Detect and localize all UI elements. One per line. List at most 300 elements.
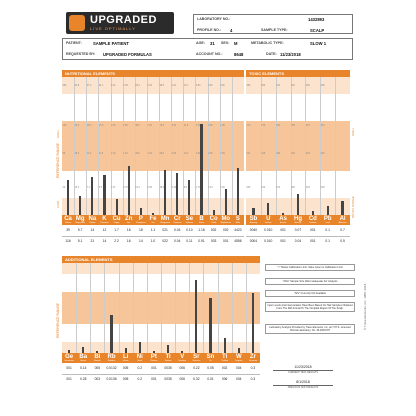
range-tick-label: 38.5 — [159, 187, 165, 190]
element-name: Strontium — [192, 360, 201, 363]
element-name: Nickel — [137, 360, 143, 363]
range-tick-label: 070 — [261, 125, 266, 128]
element-name: Germanium — [64, 360, 74, 363]
metabolic-type: SLOW 1 — [310, 40, 327, 46]
element-symbol: Rb — [107, 354, 116, 360]
current-test-date: 11/23/2018 — [294, 365, 312, 369]
range-tick-label: 3.01 — [111, 85, 116, 88]
sex: M — [234, 40, 238, 46]
element-symbol: Pb — [323, 216, 332, 222]
range-tick-label: 021 — [291, 85, 295, 88]
range-tick-label: 2.60 — [208, 152, 213, 155]
range-tick-label: 5.53 — [195, 85, 201, 88]
current-value: 0.22 — [193, 366, 200, 370]
brand-logo — [66, 12, 174, 34]
range-tick-label: 3.01 — [195, 152, 201, 155]
current-value: 0.05 — [207, 366, 214, 370]
previous-value: 2.2 — [114, 239, 119, 243]
previous-value: 0.010 — [264, 239, 273, 243]
element-symbol: Li — [122, 354, 129, 360]
current-value: 0.14 — [80, 366, 87, 370]
element-symbol: As — [279, 216, 287, 222]
result-bar — [237, 168, 239, 215]
range-tick-label: 003 — [305, 152, 310, 155]
nutritional-chart — [62, 77, 244, 215]
metabolic-type-label: METABOLIC TYPE: — [251, 41, 284, 45]
result-bar — [341, 201, 343, 215]
previous-value: 0.11 — [186, 239, 193, 243]
result-bar — [103, 175, 105, 215]
range-tick-label: 1.70 — [195, 187, 201, 190]
current-value: 002 — [210, 228, 217, 232]
range-tick-label: 29.4 — [74, 152, 80, 155]
range-tick-label: 1.68 — [123, 125, 128, 128]
range-tick-label: 2.16 — [111, 152, 116, 155]
range-tick-label: 043 — [320, 125, 325, 128]
note-laboratory: Laboratory Analysis Provided by Trace Elements, Inc. an H.H.S. Licensed Clinical Laboratory, No. 45-D481787 — [265, 324, 355, 334]
previous-value: 001 — [310, 239, 316, 243]
result-bar — [128, 166, 130, 215]
previous-value: 1.0 — [150, 239, 156, 243]
previous-value: 0035 — [164, 377, 172, 381]
current-value: 0.7 — [340, 228, 345, 232]
range-tick-label: 59.0 — [159, 152, 165, 155]
additional-side-label: REFERENCE RANGE — [56, 302, 60, 338]
current-value: 004 — [236, 366, 242, 370]
element-symbol: Cr — [173, 216, 181, 222]
element-name: Sodium — [89, 222, 96, 225]
element-symbol: Mg — [75, 216, 85, 222]
element-symbol: Co — [209, 216, 218, 222]
requested-by-label: REQUESTED BY: — [66, 52, 96, 56]
range-tick-label: 3.48 — [208, 125, 213, 128]
range-tick-label: 063 — [291, 125, 295, 128]
range-tick-label: 239 — [62, 85, 67, 88]
element-symbol: Na — [88, 216, 97, 222]
range-tick-label: 0.58 — [147, 187, 152, 190]
previous-value: 4556 — [234, 239, 242, 243]
element-name: Phosphorus — [136, 222, 146, 225]
element-symbol: B — [199, 216, 204, 222]
element-name: Thallium — [221, 360, 229, 363]
result-bar — [164, 170, 166, 215]
range-tick-label: 7.3 — [86, 187, 90, 190]
element-name: Platinum — [150, 360, 158, 363]
current-value: 1.18 — [198, 228, 205, 232]
previous-value: 0004 — [249, 239, 258, 243]
range-tick-label: 43.0 — [74, 125, 80, 128]
range-tick-label: 2.02 — [147, 125, 152, 128]
current-value: 005 — [94, 366, 101, 370]
patient-label: PATIENT: — [66, 41, 82, 45]
element-symbol: W — [235, 354, 242, 360]
element-symbol: Ti — [165, 354, 171, 360]
account-no: 8648 — [234, 51, 244, 57]
result-bar — [267, 203, 269, 215]
row-divider — [62, 374, 260, 375]
current-value: 0.1 — [325, 228, 330, 232]
range-tick-label: 010 — [291, 152, 295, 155]
previous-value: 0.91 — [198, 239, 205, 243]
element-name: Uranium — [264, 222, 272, 225]
range-tick-label: 22.3 — [135, 187, 140, 190]
element-name: Barium — [80, 360, 87, 363]
element-name: Bismuth — [94, 360, 101, 363]
previous-value: 001 — [66, 377, 72, 381]
sample-type: SCALP — [310, 27, 325, 33]
range-tick-label: 0.81 — [171, 125, 177, 128]
current-test-label: CURRENT TEST RESULTS — [273, 370, 333, 374]
result-bar — [327, 206, 329, 215]
previous-test-label: PREVIOUS TEST RESULTS — [273, 385, 333, 389]
current-value: 005 — [122, 366, 129, 370]
range-tick-label: 2.50 — [220, 85, 225, 88]
range-tick-label: 1.54 — [208, 187, 213, 190]
previous-value: 006 — [179, 377, 185, 381]
range-tick-label: 96.5 — [159, 85, 165, 88]
toxic-side-label: DETOX RANGE — [351, 196, 355, 218]
element-symbol: Fe — [149, 216, 157, 222]
previous-value: 001 — [223, 239, 229, 243]
element-name: Arsenic — [280, 222, 287, 225]
previous-value: 022 — [162, 239, 168, 243]
note-interpretation: Input Levels And Interpretation Have Been Based On Hair Samples Obtained From The Mid-Frontal To The Occipital Region Of The Scalp. — [265, 302, 355, 312]
previous-value: 0.28 — [80, 377, 87, 381]
previous-value: 006 — [221, 377, 228, 381]
account-no-label: ACCOUNT NO.: — [196, 52, 223, 56]
range-tick-label: 500 — [261, 85, 266, 88]
previous-value: 14 — [139, 239, 143, 243]
current-value: 0.0132 — [106, 366, 117, 370]
element-symbol: S — [235, 216, 240, 222]
element-symbol: Sn — [206, 354, 215, 360]
range-tick-label: 003 — [305, 125, 310, 128]
current-value: 002 — [221, 366, 228, 370]
current-value: 12 — [102, 228, 107, 232]
age: 31 — [210, 40, 215, 46]
result-bar — [195, 280, 197, 353]
current-value: 16 — [126, 228, 131, 232]
range-tick-label: 0.76 — [123, 187, 128, 190]
current-value: 0.07 — [294, 228, 302, 232]
element-symbol: Ge — [65, 354, 74, 360]
range-tick-label: 36.0 — [135, 152, 140, 155]
range-tick-label: 15.6 — [98, 125, 104, 128]
patient-name: SAMPLE PATIENT — [93, 40, 129, 46]
element-symbol: Bi — [94, 354, 101, 360]
element-name: Zirconium — [248, 360, 257, 363]
previous-value: 003 — [210, 239, 217, 243]
previous-value: 0.3 — [250, 377, 256, 381]
toxic-high-label: HIGH — [351, 128, 355, 136]
range-tick-label: 69 — [62, 152, 66, 155]
range-tick-label: 48.5 — [135, 125, 140, 128]
element-name: Lead — [325, 222, 330, 225]
previous-value: 0.32 — [193, 377, 200, 381]
previous-value: 0.04 — [174, 239, 181, 243]
range-band — [62, 171, 244, 199]
element-symbol: U — [266, 216, 271, 222]
element-name: Copper — [113, 222, 120, 225]
current-value: 0.3 — [250, 366, 256, 370]
result-bar — [110, 315, 112, 353]
element-name: Titanium — [164, 360, 172, 363]
result-bar — [200, 124, 202, 215]
result-bar — [139, 342, 141, 353]
previous-value: 0.04 — [294, 239, 302, 243]
current-value: 1.1 — [150, 228, 156, 232]
range-tick-label: 65.3 — [135, 85, 140, 88]
range-tick-label: 11.6 — [98, 152, 104, 155]
current-value: 0040 — [249, 228, 258, 232]
range-tick-label: 29 — [62, 187, 66, 190]
previous-value: 0.01 — [207, 377, 214, 381]
nutritional-title: NUTRITIONAL ELEMENTS — [62, 70, 244, 77]
range-tick-label: 009 — [246, 187, 251, 190]
element-name: Aluminum — [338, 222, 347, 225]
element-name: Chromium — [173, 222, 182, 225]
row-divider — [62, 236, 244, 237]
element-name: Calcium — [64, 222, 72, 225]
element-name: Magnesium — [75, 222, 85, 225]
laboratory-no-label: LABORATORY NO.: — [197, 17, 231, 21]
previous-value: 003 — [94, 377, 101, 381]
result-bar — [252, 293, 254, 353]
range-tick-label: 1.67 — [111, 187, 116, 190]
additional-chart — [62, 263, 260, 353]
additional-symbol-row — [62, 353, 260, 363]
element-symbol: Ni — [136, 354, 143, 360]
additional-title: ADDITIONAL ELEMENTS — [62, 256, 260, 263]
element-symbol: Sr — [193, 354, 200, 360]
range-tick-label: 16.3 — [74, 187, 80, 190]
range-tick-label: 75.5 — [159, 125, 165, 128]
element-symbol: Mn — [160, 216, 170, 222]
range-tick-label: 030 — [276, 152, 281, 155]
result-bar — [116, 199, 118, 215]
current-value: 0.010 — [264, 228, 273, 232]
element-name: Sulfur — [235, 222, 241, 225]
sex-label: SEX: — [221, 41, 230, 45]
age-label: AGE: — [196, 41, 205, 45]
range-tick-label: 10.2 — [183, 152, 189, 155]
previous-value: 005 — [122, 377, 129, 381]
current-value: 0.10 — [186, 228, 193, 232]
range-tick-label: 014 — [246, 152, 251, 155]
element-name: Iron — [151, 222, 155, 225]
range-tick-label: 0.32 — [171, 187, 177, 190]
range-tick-label: 4.65 — [208, 85, 213, 88]
range-tick-label: 006 — [291, 187, 295, 190]
element-symbol: Sb — [249, 216, 258, 222]
element-symbol: Zr — [249, 354, 256, 360]
range-tick-label: 1.59 — [220, 152, 225, 155]
range-tick-label: 270 — [246, 125, 251, 128]
previous-value: 0.5 — [340, 239, 345, 243]
element-name: Antimony — [249, 222, 258, 225]
previous-value: 001 — [151, 377, 157, 381]
nutritional-high-label: HIGH — [56, 130, 60, 138]
requested-by: UPGRADED FORMULAS — [103, 51, 152, 57]
range-tick-label: 19.0 — [86, 125, 92, 128]
toxic-chart — [246, 77, 350, 215]
result-bar — [176, 173, 178, 215]
current-value: 1.7 — [114, 228, 119, 232]
result-bar — [224, 338, 226, 353]
range-tick-label: 003 — [305, 187, 310, 190]
result-bar — [225, 189, 227, 215]
nutritional-side-label: REFERENCE RANGE — [56, 142, 60, 178]
laboratory-no: 1432893 — [308, 16, 325, 22]
range-tick-label: 2.55 — [111, 125, 116, 128]
previous-test-date: 8/1/2018 — [296, 380, 310, 384]
element-name: Tungsten — [235, 360, 243, 363]
range-tick-label: 4.09 — [195, 125, 201, 128]
previous-value: 5.1 — [77, 239, 83, 243]
range-tick-label: 2.38 — [123, 85, 128, 88]
current-value: 002 — [223, 228, 229, 232]
nutritional-symbol-row — [62, 215, 244, 225]
range-tick-label: 1.09 — [220, 187, 225, 190]
date-label: DATE: — [266, 52, 277, 56]
note-ana: "ANA" Sample Size Was Inadequate For Analysis — [265, 278, 355, 285]
logo-icon — [69, 15, 85, 31]
result-bar — [140, 208, 142, 215]
previous-value: 0.0136 — [106, 377, 117, 381]
element-symbol: Cu — [112, 216, 121, 222]
element-symbol: Cd — [308, 216, 317, 222]
element-symbol: Zn — [125, 216, 133, 222]
range-tick-label: 5.5 — [98, 187, 103, 190]
element-symbol: Pt — [150, 354, 157, 360]
element-symbol: Ti — [222, 354, 228, 360]
current-value: 021 — [162, 228, 168, 232]
range-tick-label: 008 — [320, 187, 325, 190]
previous-value: 21 — [90, 239, 95, 243]
element-name: Cadmium — [308, 222, 317, 225]
lab-report-page — [58, 8, 360, 408]
current-value: 001 — [310, 228, 316, 232]
element-name: Rubidium — [107, 360, 116, 363]
previous-value: 004 — [236, 377, 242, 381]
element-symbol: Mo — [221, 216, 231, 222]
element-symbol: Ba — [79, 354, 88, 360]
current-value: 4420 — [234, 228, 242, 232]
range-tick-label: 11.8 — [183, 125, 189, 128]
element-name: Potassium — [100, 222, 109, 225]
range-tick-label: 015 — [320, 152, 325, 155]
note-nv: "N/V" Currently Not Available — [265, 290, 355, 297]
element-name: Boron — [199, 222, 204, 225]
previous-value: 001 — [280, 239, 286, 243]
nutritional-low-label: LOW — [56, 201, 60, 208]
current-value: 001 — [151, 366, 157, 370]
current-value: 39 — [66, 228, 70, 232]
element-symbol: Al — [339, 216, 346, 222]
range-tick-label: 21.1 — [98, 85, 104, 88]
range-band — [62, 94, 244, 122]
profile-no-label: PROFILE NO.: — [197, 28, 222, 32]
element-symbol: Ca — [64, 216, 72, 222]
previous-value: 116 — [65, 239, 71, 243]
additional-values-table — [62, 364, 260, 386]
result-bar — [188, 180, 190, 215]
profile-no: 4 — [230, 27, 233, 33]
range-tick-label: 13.2 — [86, 152, 92, 155]
current-value: 001 — [66, 366, 72, 370]
range-band — [62, 121, 244, 171]
current-value: 0.2 — [137, 366, 143, 370]
range-tick-label: 013 — [276, 187, 281, 190]
current-value: 14 — [90, 228, 95, 232]
result-bar — [91, 177, 93, 215]
range-tick-label: 128 — [62, 125, 67, 128]
range-tick-label: 000 — [305, 85, 310, 88]
previous-value: 16 — [126, 239, 131, 243]
report-date: 11/23/2018 — [280, 51, 301, 57]
range-tick-label: 3.22 — [147, 85, 152, 88]
current-value: 0035 — [164, 366, 172, 370]
range-tick-label: 1.01 — [171, 85, 177, 88]
result-bar — [167, 345, 169, 353]
element-symbol: V — [180, 354, 185, 360]
brand-name: UPGRADED — [90, 14, 157, 26]
range-tick-label: 0.65 — [171, 152, 177, 155]
element-name: Tin — [209, 360, 212, 363]
range-tick-label: 13.7 — [183, 85, 189, 88]
previous-value: 0.2 — [137, 377, 143, 381]
row-divider — [246, 236, 350, 237]
range-tick-label: 010 — [261, 187, 266, 190]
element-symbol: K — [102, 216, 107, 222]
range-tick-label: 27.2 — [86, 85, 92, 88]
current-value: 006 — [179, 366, 185, 370]
result-bar — [67, 180, 69, 215]
nutritional-values-table — [62, 226, 244, 248]
element-name: Cobalt — [211, 222, 217, 225]
result-bar — [297, 194, 299, 215]
range-tick-label: 019 — [261, 152, 266, 155]
range-tick-label: 62.8 — [74, 85, 80, 88]
current-value: 0.04 — [174, 228, 181, 232]
element-symbol: Hg — [293, 216, 302, 222]
element-symbol: P — [138, 216, 143, 222]
sample-type-label: SAMPLE TYPE: — [261, 28, 288, 32]
result-bar — [79, 196, 81, 215]
range-tick-label: 8.0 — [183, 187, 188, 190]
range-tick-label: 1.26 — [147, 152, 152, 155]
element-symbol: Se — [185, 216, 194, 222]
current-value: 5.7 — [77, 228, 83, 232]
toxic-values-table — [246, 226, 350, 248]
toxic-symbol-row — [246, 215, 350, 225]
note-calibration: "<" Below Calibration Limit, Value Given is Calibration Limit — [265, 264, 355, 271]
previous-value: 14 — [102, 239, 107, 243]
element-name: Selenium — [185, 222, 194, 225]
copyright: © Trace Elements, Inc. 1988, 2018 — [363, 283, 367, 330]
previous-value: 0.1 — [325, 239, 330, 243]
result-bar — [252, 208, 254, 215]
element-name: Mercury — [294, 222, 302, 225]
toxic-title: TOXIC ELEMENTS — [246, 70, 350, 77]
current-value: 18 — [139, 228, 143, 232]
range-tick-label: 1.99 — [220, 125, 225, 128]
range-tick-label: 100 — [276, 85, 281, 88]
range-tick-label: 020 — [276, 125, 281, 128]
range-tick-label: 200 — [320, 85, 325, 88]
result-bar — [209, 298, 211, 353]
element-name: Vanadium — [178, 360, 187, 363]
